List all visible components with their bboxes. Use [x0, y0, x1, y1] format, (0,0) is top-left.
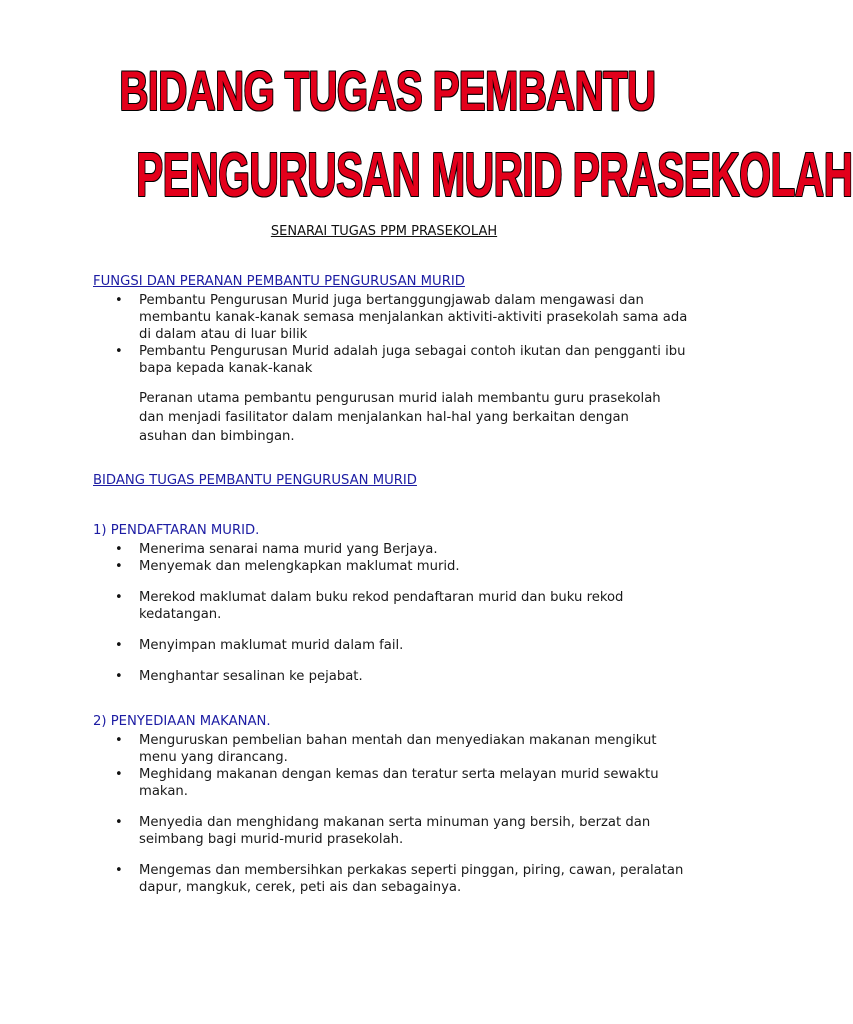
penyediaan-list — [93, 732, 693, 896]
list-item: • Menghantar sesalinan ke pejabat. — [93, 668, 693, 685]
list-item: • Merekod maklumat dalam buku rekod pendaftaran murid dan buku rekod kedatangan. — [93, 589, 693, 623]
document-title-line1: BIDANG TUGAS PEMBANTU — [119, 59, 656, 122]
list-item: • Mengemas dan membersihkan perkakas seperti pinggan, piring, cawan, peralatan dapur, mangkuk, cerek, peti ais dan sebagainya. — [93, 862, 693, 896]
list-item: • Menguruskan pembelian bahan mentah dan menyediakan makanan mengikut menu yang dirancang. — [93, 732, 693, 766]
list-item: • Menyemak dan melengkapkan maklumat murid. — [93, 558, 693, 575]
list-item: • Menyedia dan menghidang makanan serta minuman yang bersih, berzat dan seimbang bagi murid-murid prasekolah. — [93, 814, 693, 848]
pendaftaran-list — [93, 541, 693, 685]
list-item: • Pembantu Pengurusan Murid juga bertanggungjawab dalam mengawasi dan membantu kanak-kanak semasa menjalankan aktiviti-aktiviti prasekolah sama ada di dalam atau di luar bilik — [93, 292, 693, 343]
pendaftaran-heading-text: 1) PENDAFTARAN MURID — [93, 523, 256, 538]
penyediaan-heading-text: 2) PENYEDIAAN MAKANAN — [93, 714, 267, 729]
list-item: • Meghidang makanan dengan kemas dan teratur serta melayan murid sewaktu makan. — [93, 766, 693, 800]
list-item: • Menyimpan maklumat murid dalam fail. — [93, 637, 693, 654]
section-heading-bidang-tugas: BIDANG TUGAS PEMBANTU PENGURUSAN MURID — [93, 473, 417, 488]
section-heading-fungsi: FUNGSI DAN PERANAN PEMBANTU PENGURUSAN MURID — [93, 274, 465, 289]
subtitle: SENARAI TUGAS PPM PRASEKOLAH — [270, 224, 498, 239]
document-title-line2: PENGURUSAN MURID PRASEKOLAH — [136, 141, 853, 210]
list-item: • Menerima senarai nama murid yang Berjaya. — [93, 541, 693, 558]
peranan-paragraph: Peranan utama pembantu pengurusan murid ialah membantu guru prasekolah dan menjadi fasilitator dalam menjalankan hal-hal yang berkaitan dengan asuhan dan bimbingan. — [139, 391, 661, 444]
section-heading-pendaftaran: 1) PENDAFTARAN MURID. — [93, 523, 260, 538]
section-heading-penyediaan: 2) PENYEDIAAN MAKANAN. — [93, 714, 271, 729]
list-item: • Pembantu Pengurusan Murid adalah juga sebagai contoh ikutan dan pengganti ibu bapa kepada kanak-kanak — [93, 343, 693, 377]
fungsi-list — [93, 292, 693, 377]
